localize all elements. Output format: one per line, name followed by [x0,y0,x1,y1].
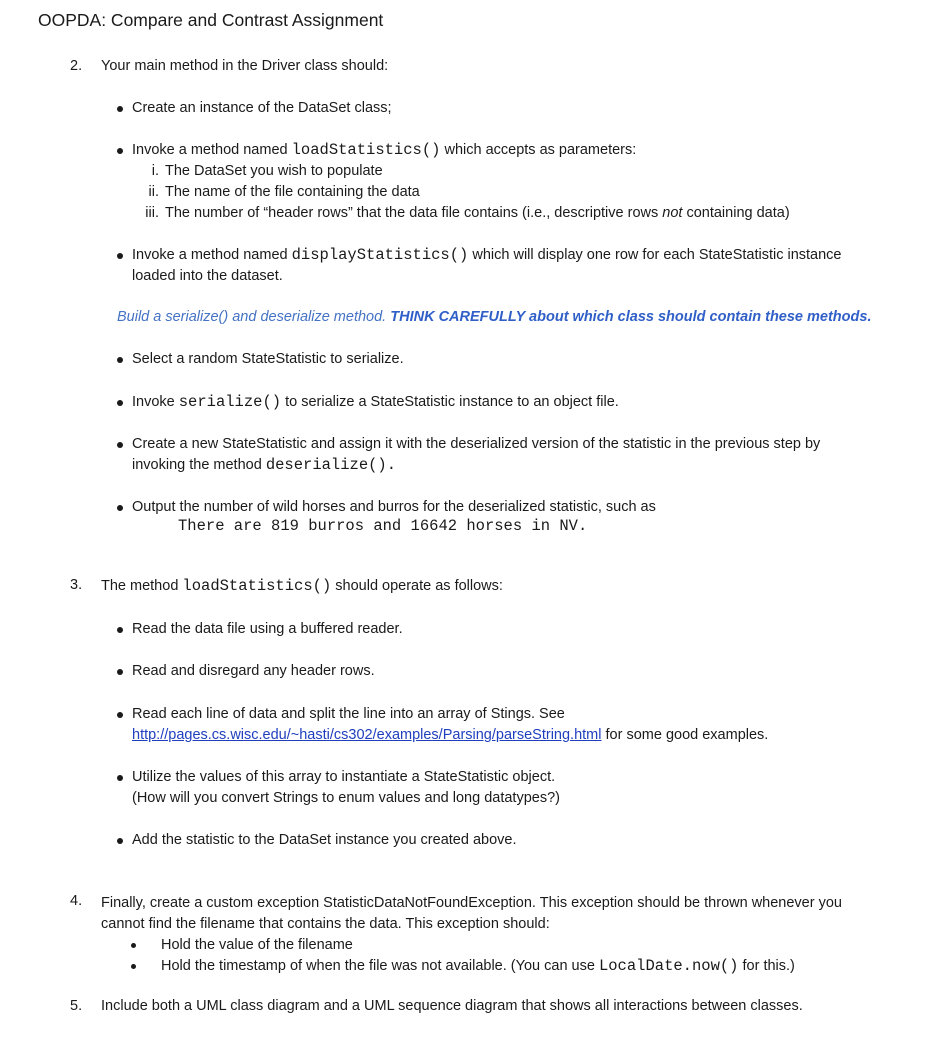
bullet-icon [117,627,123,633]
bullet-icon [117,442,123,448]
bullet-icon [117,775,123,781]
serialize-note: Build a serialize() and deserialize method. THINK CAREFULLY about which class should contain these methods. [117,309,872,325]
section-3-number: 3. [70,577,83,593]
bullet-icon [117,253,123,259]
code-loadStatistics: loadStatistics() [291,141,441,159]
section-2-number: 2. [70,58,83,74]
bullet-icon [117,148,123,154]
s2-bullet-1: Create an instance of the DataSet class; [117,98,392,119]
document-title: OOPDA: Compare and Contrast Assignment [38,10,384,30]
bullet-icon [131,943,136,948]
section-4-number: 4. [70,893,83,909]
code-deserialize: deserialize(). [265,456,397,474]
bullet-icon [117,838,123,844]
section-3-intro: The method loadStatistics() should operate as follows: [101,577,503,595]
sample-output: There are 819 burros and 16642 horses in NV. [178,517,588,535]
s2-bullet-5: Invoke serialize() to serialize a StateStatistic instance to an object file. [117,392,619,413]
bullet-icon [131,964,136,969]
s2-bullet-6: Create a new StateStatistic and assign it with the deserialized version of the statistic in the previous step by invoking the method deserialize(). [117,434,820,476]
s2-sub-iii: iii. The number of “header rows” that the data file contains (i.e., descriptive rows not containing data) [145,205,790,221]
s3-bullet-3: Read each line of data and split the line into an array of Stings. See http://pages.cs.wisc.edu/~hasti/cs302/examples/Parsing/parseString.html for some good examples. [117,704,768,746]
s2-bullet-2: Invoke a method named loadStatistics() which accepts as parameters: [117,140,636,161]
section-5-number: 5. [70,998,83,1014]
parse-string-link[interactable]: http://pages.cs.wisc.edu/~hasti/cs302/examples/Parsing/parseString.html [132,727,602,743]
s3-bullet-5: Add the statistic to the DataSet instance you created above. [117,830,516,851]
s3-bullet-2: Read and disregard any header rows. [117,661,375,682]
section-2-intro: Your main method in the Driver class should: [101,58,389,74]
s4-bullet-2: Hold the timestamp of when the file was not available. (You can use LocalDate.now() for this.) [131,956,795,977]
bullet-icon [117,505,123,511]
s2-bullet-7: Output the number of wild horses and burros for the deserialized statistic, such as [117,497,656,518]
code-localdate-now: LocalDate.now() [598,957,739,975]
bullet-icon [117,357,123,363]
bullet-icon [117,106,123,112]
code-serialize: serialize() [178,393,282,411]
s2-sub-ii: ii. The name of the file containing the data [148,184,420,200]
s2-sub-i: i. The DataSet you wish to populate [151,163,383,179]
s3-bullet-4: Utilize the values of this array to instantiate a StateStatistic object. (How will you convert Strings to enum values and long datatypes?) [117,767,560,809]
bullet-icon [117,400,123,406]
s3-bullet-1: Read the data file using a buffered reader. [117,619,403,640]
bullet-icon [117,712,123,718]
s2-bullet-4: Select a random StateStatistic to serialize. [117,349,404,370]
s2-bullet-3: Invoke a method named displayStatistics() which will display one row for each StateStatistic instance loaded into the dataset. [117,245,842,287]
s4-bullet-1: Hold the value of the filename [131,935,353,956]
section-4-text: Finally, create a custom exception StatisticDataNotFoundException. This exception should be thrown whenever you cannot find the filename that contains the data. This exception should: [101,895,842,932]
bullet-icon [117,669,123,675]
code-displayStatistics: displayStatistics() [291,246,469,264]
section-5-text: Include both a UML class diagram and a UML sequence diagram that shows all interactions between classes. [101,998,803,1014]
